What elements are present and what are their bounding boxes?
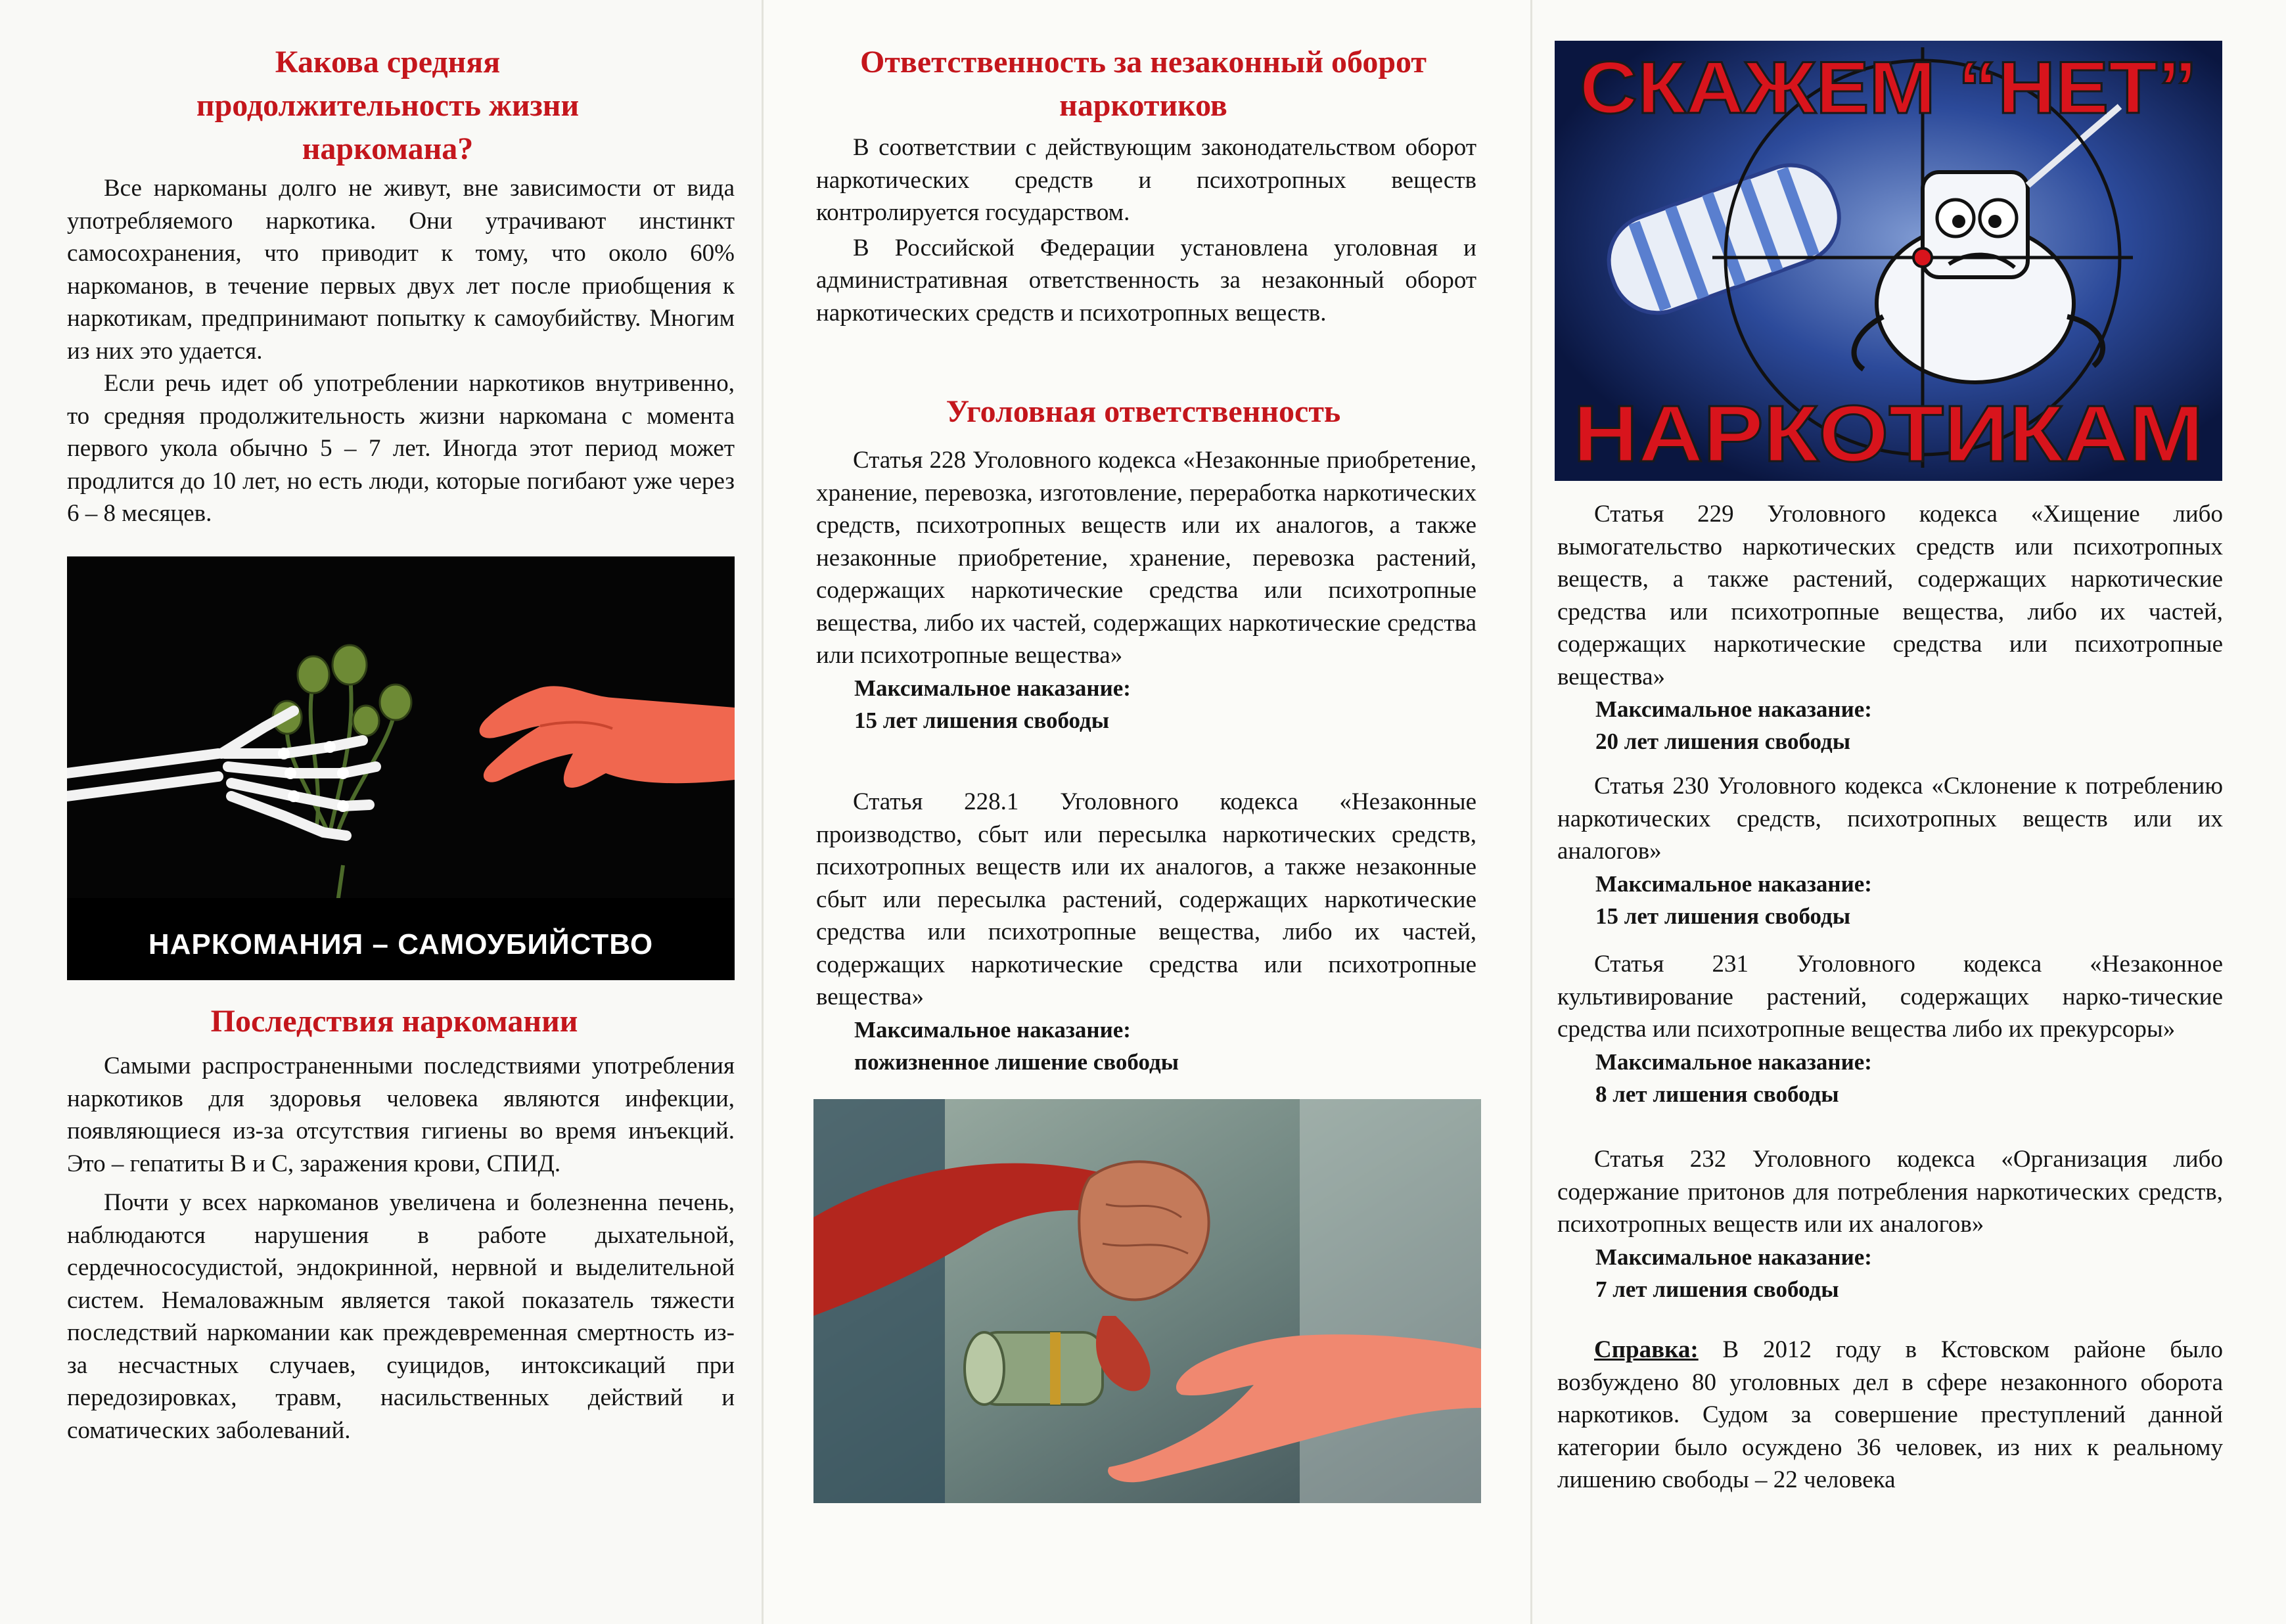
paragraph: Все наркоманы долго не живут, вне зависимости от вида употребляемого наркотика. Они утрачивают инстинкт самосохранения, что приводит к тому, что около 60% наркоманов, в течение первых двух лет после приобщения к наркотикам, предпринимают попытку к самоубийству. Многим из них это удается. — [67, 175, 735, 365]
penalty-value: 15 лет лишения свободы — [1595, 903, 1851, 929]
life-expectancy-text — [67, 172, 735, 530]
article-228-text: Статья 228 Уголовного кодекса «Незаконные приобретение, хранение, перевозка, изготовление, переработка наркотических средств, психотропных веществ или их аналогов, а также незаконные приобретение, хранение, перевозка растений, содержащих наркотические средства или психотропные вещества, либо их частей, содержащих наркотические средства или психотропные вещества» — [816, 447, 1476, 669]
fold-line-1 — [762, 0, 764, 1624]
poster-bottom-text: НАРКОТИКАМ — [1573, 389, 2204, 478]
say-no-poster — [1555, 41, 2222, 481]
drug-deal-photo — [813, 1099, 1481, 1503]
penalty-value: пожизненное лишение свободы — [854, 1049, 1179, 1075]
article-228-block — [816, 444, 1476, 736]
paragraph: В Российской Федерации установлена уголовная и административная ответственность за незаконный оборот наркотических средств и психотропных веществ. — [816, 234, 1476, 327]
poster-top-text: СКАЖЕМ “НЕТ” — [1580, 47, 2197, 129]
article-229-text: Статья 229 Уголовного кодекса «Хищение либо вымогательство наркотических средств или психотропных веществ, а также растений, содержащих наркотические средства или психотропные вещества, либо их частей, содержащих наркотические средства или психотропные вещества» — [1557, 501, 2223, 690]
criminal-liability-heading: Уголовная ответственность — [946, 394, 1341, 429]
skeleton-hand-illustration — [67, 556, 735, 980]
article-230-block — [1557, 770, 2223, 932]
paragraph: Если речь идет об употреблении наркотиков внутривенно, то средняя продолжительность жизни наркомана с момента первого укола обычно 5 – 7 лет. Иногда этот период может продлится до 10 лет, но есть люди, которые погибают уже через 6 – 8 месяцев. — [67, 370, 735, 527]
penalty-value: 15 лет лишения свободы — [854, 707, 1110, 733]
paragraph: Почти у всех наркоманов увеличена и болезненна печень, наблюдаются нарушения в работе дыхательной, сердечнососудистой, эндокринной, нервной и выделительной систем. Немаловажным является такой показатель тяжести последствий наркомании как преждевременная смертность из-за несчастных случаев, суицидов, интоксикаций при передозировках, травм, насильственных действий и соматических заболеваний. — [67, 1189, 735, 1444]
image-caption: НАРКОМАНИЯ – САМОУБИЙСТВО — [148, 928, 654, 960]
paragraph: Самыми распространенными последствиями употребления наркотиков для здоровья человека являются инфекции, появляющиеся из-за отсутствия гигиены во время инъекций. Это – гепатиты В и С, заражения крови, СПИД. — [67, 1052, 735, 1177]
life-expectancy-heading: Какова средняя продолжительность жизни наркомана? — [196, 45, 580, 166]
penalty-value: 7 лет лишения свободы — [1595, 1276, 1839, 1302]
consequences-heading: Последствия наркомании — [210, 1004, 578, 1039]
consequences-text — [67, 1050, 735, 1447]
fold-line-2 — [1530, 0, 1532, 1624]
penalty-label: Максимальное наказание: — [1595, 870, 1872, 897]
penalty-label: Максимальное наказание: — [1595, 1049, 1872, 1075]
statistics-note — [1557, 1334, 2223, 1497]
article-229-block — [1557, 498, 2223, 757]
paragraph: В соответствии с действующим законодательством оборот наркотических средств и психотропных веществ контролируется государством. — [816, 134, 1476, 226]
note-text: В 2012 году в Кстовском районе было возбуждено 80 уголовных дел в сфере незаконного оборота наркотиков. Судом за совершение преступлений данной категории было осуждено 36 человек, из них к реальному лишению свободы – 22 человека — [1557, 1336, 2224, 1493]
money-exchange-illustration — [813, 1099, 1481, 1503]
note-label: Справка: — [1594, 1336, 1699, 1363]
article-232-text: Статья 232 Уголовного кодекса «Организация либо содержание притонов для потребления наркотических средств, психотропных веществ или их аналогов» — [1557, 1146, 2223, 1238]
article-228-1-block — [816, 786, 1476, 1078]
penalty-value: 8 лет лишения свободы — [1595, 1081, 1839, 1107]
article-231-text: Статья 231 Уголовного кодекса «Незаконное культивирование растений, содержащих нарко-тические средства или психотропные вещества либо их прекурсоры» — [1557, 951, 2223, 1043]
article-231-block — [1557, 948, 2223, 1110]
suicide-poster-image — [67, 556, 735, 980]
say-no-poster-illustration — [1555, 41, 2222, 481]
penalty-value: 20 лет лишения свободы — [1595, 729, 1851, 754]
note-paragraph — [1557, 1334, 2223, 1497]
penalty-label: Максимальное наказание: — [1595, 1244, 1872, 1270]
article-232-block — [1557, 1143, 2223, 1305]
penalty-label: Максимальное наказание: — [854, 675, 1131, 701]
penalty-label: Максимальное наказание: — [1595, 696, 1872, 722]
article-228-1-text: Статья 228.1 Уголовного кодекса «Незаконные производство, сбыт или пересылка наркотических средств, психотропных веществ или их аналогов, а также незаконные сбыт или пересылка растений, содержащих наркотические средства или психотропные вещества, либо их частей, содержащих наркотические средства или психотропные вещества» — [816, 788, 1476, 1010]
responsibility-text — [816, 131, 1476, 329]
responsibility-heading: Ответственность за незаконный оборот наркотиков — [859, 45, 1427, 123]
penalty-label: Максимальное наказание: — [854, 1016, 1131, 1043]
article-230-text: Статья 230 Уголовного кодекса «Склонение к потреблению наркотических средств, психотропных веществ или их аналогов» — [1557, 773, 2223, 865]
